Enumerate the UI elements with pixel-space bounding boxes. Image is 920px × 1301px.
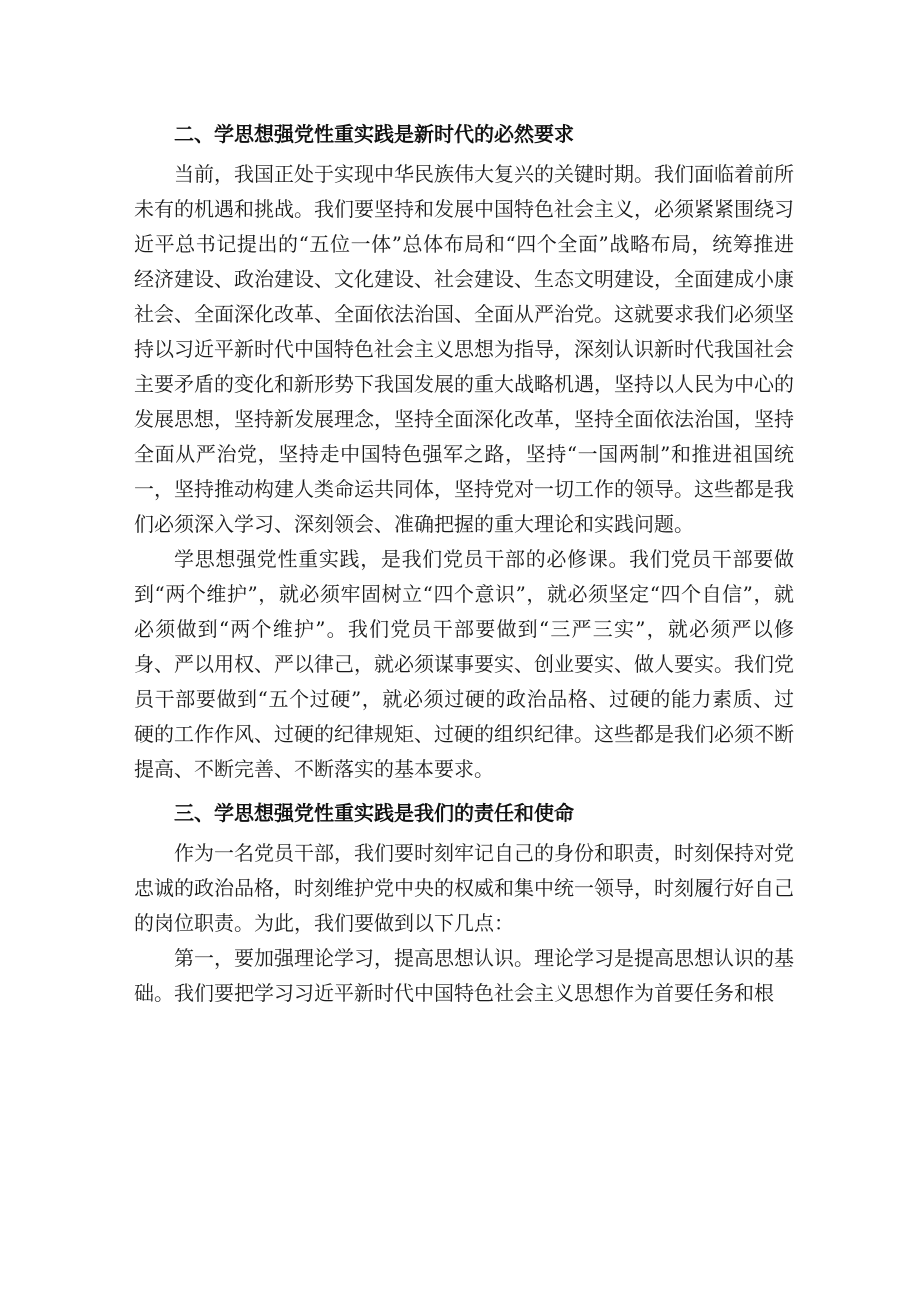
section-three <box>134 791 794 1011</box>
section-heading: 二、学思想强党性重实践是新时代的必然要求 <box>174 122 574 146</box>
paragraph: 学思想强党性重实践，是我们党员干部的必修课。我们党员干部要做到“两个维护”，就必须牢固树立“四个意识”，就必须坚定“四个自信”，就必须做到“两个维护”。我们党员干部要做到“三严三实”，就必须严以修身、严以用权、严以律己，就必须谋事要实、创业要实、做人要实。我们党员干部要做到“五个过硬”，就必须过硬的政治品格、过硬的能力素质、过硬的工作作风、过硬的纪律规矩、过硬的组织纪律。这些都是我们必须不断提高、不断完善、不断落实的基本要求。 <box>134 547 794 781</box>
document-body <box>134 112 794 1011</box>
paragraph: 当前，我国正处于实现中华民族伟大复兴的关键时期。我们面临着前所未有的机遇和挑战。我们要坚持和发展中国特色社会主义，必须紧紧围绕习近平总书记提出的“五位一体”总体布局和“四个全面”战略布局，统筹推进经济建设、政治建设、文化建设、社会建设、生态文明建设，全面建成小康社会、全面深化改革、全面依法治国、全面从严治党。这就要求我们必须坚持以习近平新时代中国特色社会主义思想为指导，深刻认识新时代我国社会主要矛盾的变化和新形势下我国发展的重大战略机遇，坚持以人民为中心的发展思想，坚持新发展理念，坚持全面深化改革，坚持全面依法治国，坚持全面从严治党，坚持走中国特色强军之路，坚持“一国两制”和推进祖国统一，坚持推动构建人类命运共同体，坚持党对一切工作的领导。这些都是我们必须深入学习、深刻领会、准确把握的重大理论和实践问题。 <box>134 162 794 536</box>
paragraph: 第一，要加强理论学习，提高思想认识。理论学习是提高思想认识的基础。我们要把学习习近平新时代中国特色社会主义思想作为首要任务和根 <box>134 946 794 1005</box>
section-two <box>134 112 794 787</box>
section-heading: 三、学思想强党性重实践是我们的责任和使命 <box>174 801 574 825</box>
paragraph: 作为一名党员干部，我们要时刻牢记自己的身份和职责，时刻保持对党忠诚的政治品格，时刻维护党中央的权威和集中统一领导，时刻履行好自己的岗位职责。为此，我们要做到以下几点： <box>134 841 794 935</box>
